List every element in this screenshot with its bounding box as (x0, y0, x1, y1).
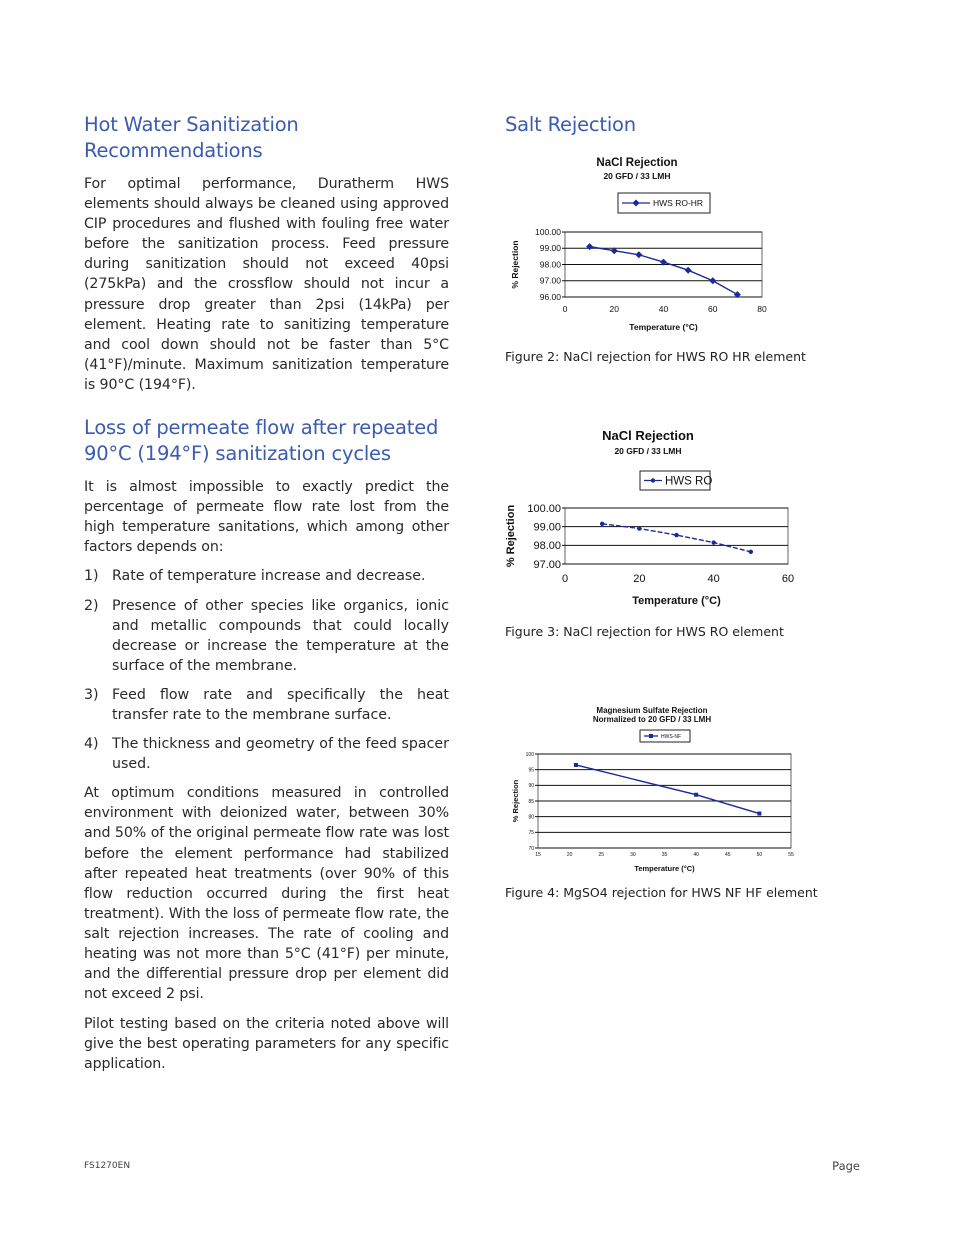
chart-title: NaCl Rejection (602, 428, 694, 443)
legend-label: HWS RO-HR (653, 197, 704, 208)
x-tick-label: 20 (609, 304, 619, 314)
x-tick-label: 60 (781, 573, 795, 585)
x-tick-label: 50 (756, 852, 763, 858)
x-tick-label: 40 (707, 573, 720, 585)
results-paragraph: At optimum conditions measured in controlled environment with deionized water, between 30% and 50% of the original permeate flow rate was lost before the element performance had stabilized after repeated heat treatments (over 90% of this flow reduction occurred during the first heat treatment). With the loss of permeate flow rate, the salt rejection increases. The rate of cooling and heating was not more than 5°C (41°F) per minute, and the differential pressure drop per element did not exceed 2 psi. (84, 785, 449, 1003)
page-label: Page (832, 1159, 860, 1173)
heading-salt-rejection: Salt Rejection (505, 113, 636, 136)
list-number: 1) (84, 568, 99, 585)
y-tick-label: 90 (528, 783, 534, 790)
list-number: 2) (84, 597, 99, 614)
figure-4-caption: Figure 4: MgSO4 rejection for HWS NF HF element (505, 885, 818, 900)
data-point (711, 540, 715, 544)
list-text: Presence of other species like organics, ionic and metallic compounds that could locally decrease or increase the temperature at the surface of the membrane. (112, 597, 449, 674)
x-axis-label: Temperature (°C) (632, 595, 721, 607)
x-tick-label: 25 (598, 852, 605, 858)
legend-marker (651, 478, 655, 482)
y-tick-label: 97.00 (539, 275, 561, 286)
right-column (505, 112, 885, 138)
x-tick-label: 15 (535, 852, 541, 858)
list-item (84, 734, 449, 774)
x-axis-label: Temperature (°C) (634, 864, 695, 873)
data-point (757, 812, 761, 816)
list-text: The thickness and geometry of the feed spacer used. (112, 736, 449, 773)
legend-label: HWS RO (665, 475, 713, 488)
y-tick-label: 100.00 (535, 226, 561, 237)
x-tick-label: 80 (757, 304, 767, 314)
chart-nacl-rejection-hws-ro-hr (505, 150, 785, 340)
x-axis-label: Temperature (°C) (629, 322, 698, 332)
y-tick-label: 98.00 (539, 259, 561, 270)
chart-subtitle: Normalized to 20 GFD / 33 LMH (592, 715, 712, 724)
y-tick-label: 98.00 (533, 540, 561, 553)
list-item (84, 566, 449, 586)
data-point (694, 793, 698, 797)
legend-marker (649, 734, 653, 738)
list-number: 4) (84, 736, 99, 753)
x-tick-label: 20 (633, 573, 646, 585)
chart-nacl-rejection-hws-ro (500, 420, 800, 615)
chart-title: NaCl Rejection (596, 157, 678, 169)
y-tick-label: 96.00 (539, 291, 561, 302)
heading-hot-water-sanitization: Hot Water Sanitization Recommendations (84, 113, 299, 162)
x-tick-label: 40 (658, 304, 669, 314)
list-number: 3) (84, 686, 99, 703)
x-tick-label: 0 (561, 573, 569, 585)
chart-title: Magnesium Sulfate Rejection (596, 706, 708, 715)
y-tick-label: 95 (528, 767, 534, 774)
list-text: Feed flow rate and specifically the heat transfer rate to the membrane surface. (112, 686, 449, 723)
chart-magnesium-sulfate-rejection (505, 698, 805, 878)
y-tick-label: 70 (528, 845, 534, 852)
y-axis-label: % Rejection (510, 240, 520, 289)
x-tick-label: 35 (661, 852, 668, 858)
y-tick-label: 97.00 (533, 558, 561, 571)
data-point (749, 550, 753, 554)
y-tick-label: 100.00 (527, 502, 561, 515)
pilot-testing-paragraph: Pilot testing based on the criteria noted above will give the best operating parameters for any specific application. (84, 1016, 449, 1073)
y-tick-label: 99.00 (539, 243, 561, 254)
x-tick-label: 20 (566, 852, 573, 858)
list-text: Rate of temperature increase and decrease. (112, 568, 426, 585)
intro-paragraph: It is almost impossible to exactly predict the percentage of permeate flow rate lost from the high temperature sanitations, which among other factors depends on: (84, 479, 449, 556)
left-column (84, 112, 449, 1075)
x-tick-label: 0 (562, 304, 568, 314)
list-item (84, 596, 449, 676)
y-tick-label: 99.00 (533, 521, 561, 534)
x-tick-label: 60 (708, 304, 718, 314)
y-axis-label: % Rejection (511, 779, 520, 823)
y-tick-label: 75 (528, 830, 534, 837)
document-id: FS1270EN (84, 1161, 131, 1171)
data-point (600, 522, 604, 526)
sanitization-paragraph: For optimal performance, Duratherm HWS elements should always be cleaned using approved CIP procedures and flushed with fouling free water before the sanitization process. Feed pressure during sanitization should not exceed 40psi (275kPa) and the crossflow should not incur a pressure drop greater than 2psi (14kPa) per element. Heating rate to sanitizing temperature and cool down should not be faster than 5°C (41°F)/minute. Maximum sanitization temperature is 90°C (194°F). (84, 176, 449, 393)
x-tick-label: 30 (630, 852, 636, 858)
y-axis-label: % Rejection (505, 504, 517, 568)
figure-3-caption: Figure 3: NaCl rejection for HWS RO element (505, 624, 784, 639)
data-point (637, 526, 641, 530)
legend-label: HWS-NF (661, 733, 681, 740)
list-item (84, 685, 449, 725)
chart-subtitle: 20 GFD / 33 LMH (614, 446, 682, 456)
factors-list (84, 566, 449, 774)
data-point (674, 533, 678, 537)
x-tick-label: 40 (693, 852, 699, 858)
figure-2-caption: Figure 2: NaCl rejection for HWS RO HR element (505, 349, 806, 364)
heading-loss-of-permeate-flow: Loss of permeate flow after repeated 90°C (194°F) sanitization cycles (84, 416, 439, 466)
x-tick-label: 45 (724, 852, 731, 858)
x-tick-label: 55 (788, 852, 794, 858)
data-point (574, 763, 578, 767)
y-tick-label: 85 (528, 798, 534, 805)
chart-subtitle: 20 GFD / 33 LMH (603, 171, 671, 181)
y-tick-label: 100 (525, 751, 534, 758)
y-tick-label: 80 (528, 814, 534, 821)
